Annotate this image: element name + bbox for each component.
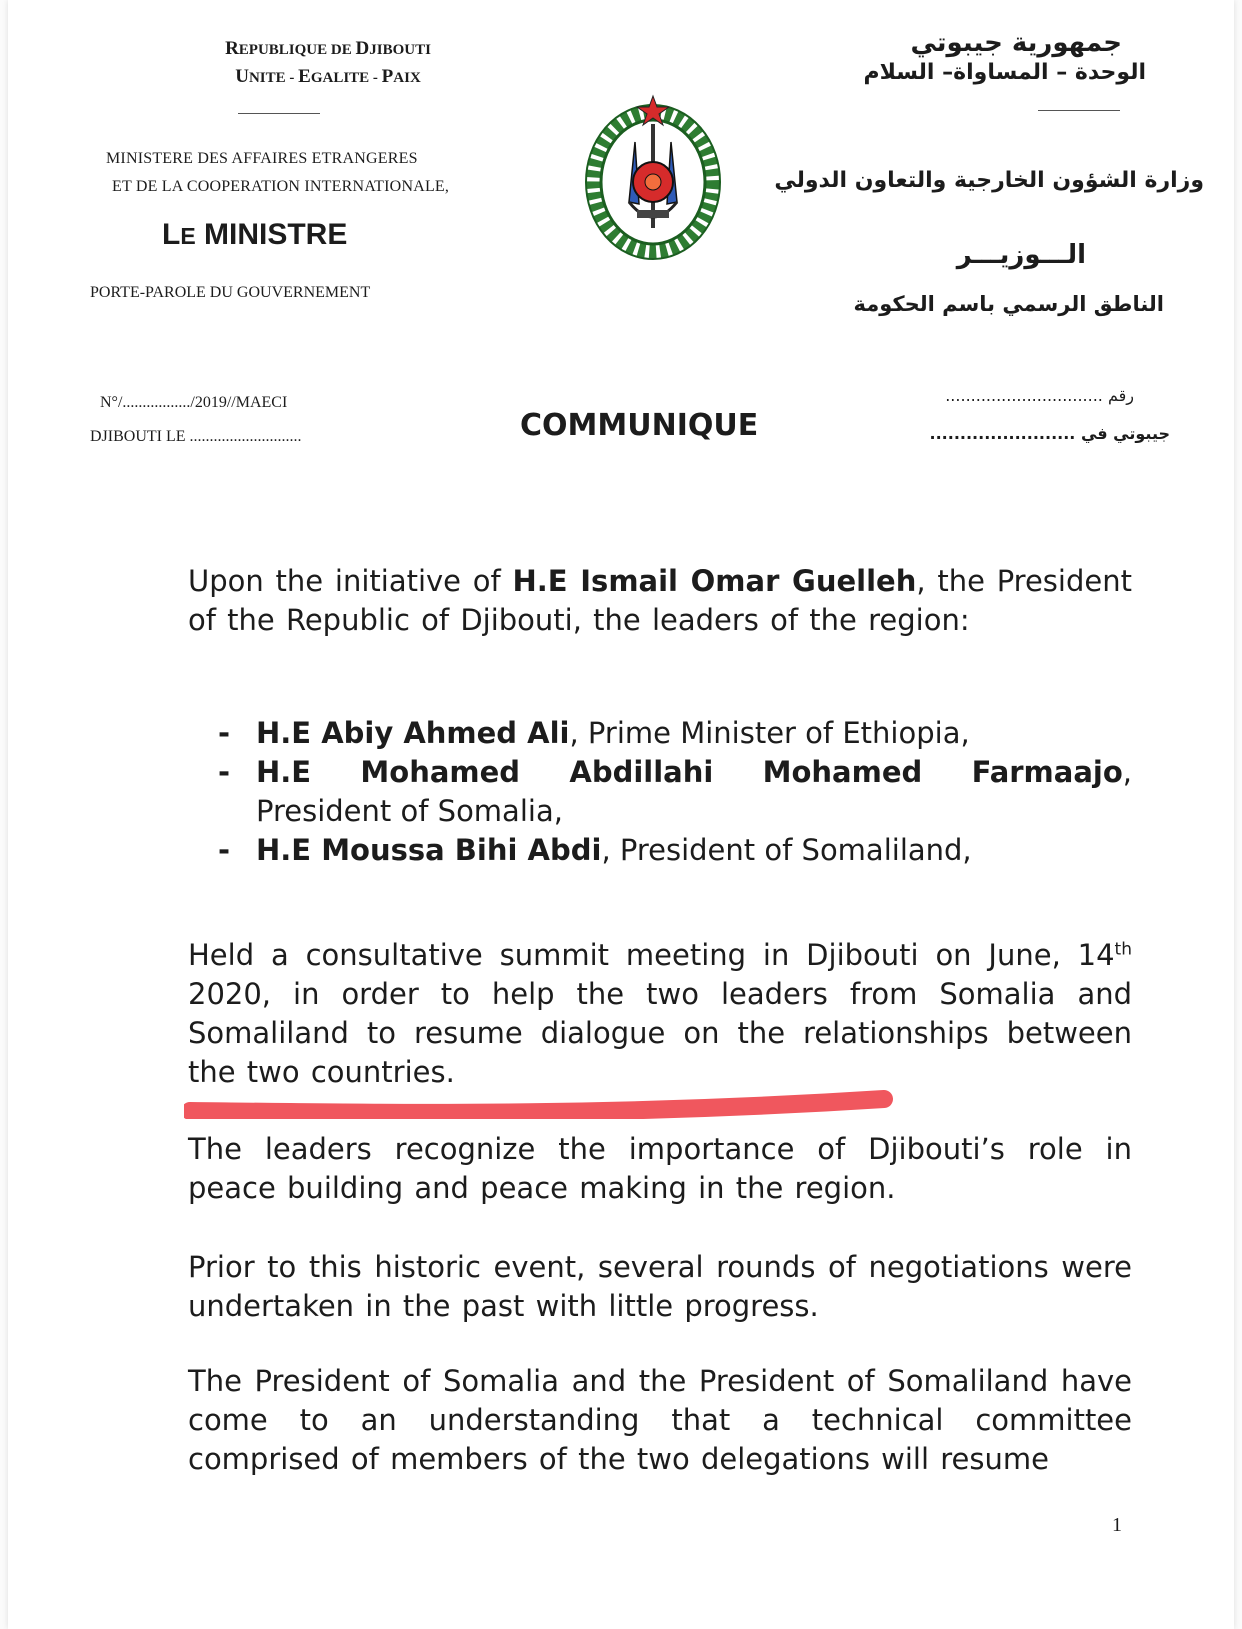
ministry-fr-line1: MINISTERE DES AFFAIRES ETRANGERES bbox=[106, 150, 418, 167]
understanding-paragraph: The President of Somalia and the President of Somaliland have come to an understanding that a technical committee comprised of members of the two delegations will resume bbox=[188, 1364, 1132, 1476]
list-item: - H.E Moussa Bihi Abdi, President of Somaliland, bbox=[218, 833, 972, 867]
document-title: COMMUNIQUE bbox=[520, 408, 759, 443]
reference-number-fr: N°/................./2019//MAECI bbox=[100, 394, 288, 411]
header-divider-fr bbox=[238, 113, 320, 114]
minister-title-fr: LE MINISTRE bbox=[162, 218, 348, 251]
page-number: 1 bbox=[1112, 1514, 1122, 1536]
date-line-ar: جيبوتي في ........................ bbox=[929, 424, 1170, 443]
summit-paragraph: Held a consultative summit meeting in Djibouti on June, 14th 2020, in order to help the two leaders from Somalia and Somaliland to resume dialogue on the relationships between the two countries. bbox=[188, 938, 1132, 1089]
list-item: - H.E Abiy Ahmed Ali, Prime Minister of Ethiopia, bbox=[218, 716, 970, 750]
spokesperson-ar: الناطق الرسمي باسم الحكومة bbox=[853, 292, 1164, 316]
leaders-list bbox=[218, 714, 1132, 870]
ministry-ar: وزارة الشؤون الخارجية والتعاون الدولي bbox=[774, 168, 1204, 193]
minister-title-ar: الـــوزيـــر bbox=[956, 240, 1086, 270]
country-name-ar: جمهورية جيبوتي bbox=[910, 28, 1122, 58]
intro-paragraph: Upon the initiative of H.E Ismail Omar Guelleh, the President of the Republic of Djibouti, the leaders of the region: bbox=[188, 564, 1132, 637]
list-item: - H.E Mohamed Abdillahi Mohamed Farmaajo, President of Somalia, bbox=[218, 755, 1132, 828]
header-divider-ar bbox=[1038, 110, 1120, 111]
reference-number-ar: رقم ............................... bbox=[945, 386, 1134, 405]
country-name-fr: REPUBLIQUE DE DJIBOUTI bbox=[225, 38, 431, 59]
negotiations-paragraph: Prior to this historic event, several rounds of negotiations were undertaken in the past with little progress. bbox=[188, 1250, 1132, 1323]
highlight-stroke bbox=[184, 1089, 896, 1119]
motto-ar: الوحدة – المساواة– السلام bbox=[863, 60, 1146, 85]
motto-fr: UNITE - EGALITE - PAIX bbox=[235, 66, 421, 87]
djibouti-emblem-icon bbox=[583, 92, 723, 260]
spokesperson-fr: PORTE-PAROLE DU GOUVERNEMENT bbox=[90, 284, 371, 301]
document-page bbox=[8, 0, 1234, 1629]
date-line-fr: DJIBOUTI LE ............................ bbox=[90, 428, 302, 445]
ministry-fr-line2: ET DE LA COOPERATION INTERNATIONALE, bbox=[112, 178, 450, 195]
djibouti-role-paragraph: The leaders recognize the importance of Djibouti’s role in peace building and peace making in the region. bbox=[188, 1132, 1132, 1205]
